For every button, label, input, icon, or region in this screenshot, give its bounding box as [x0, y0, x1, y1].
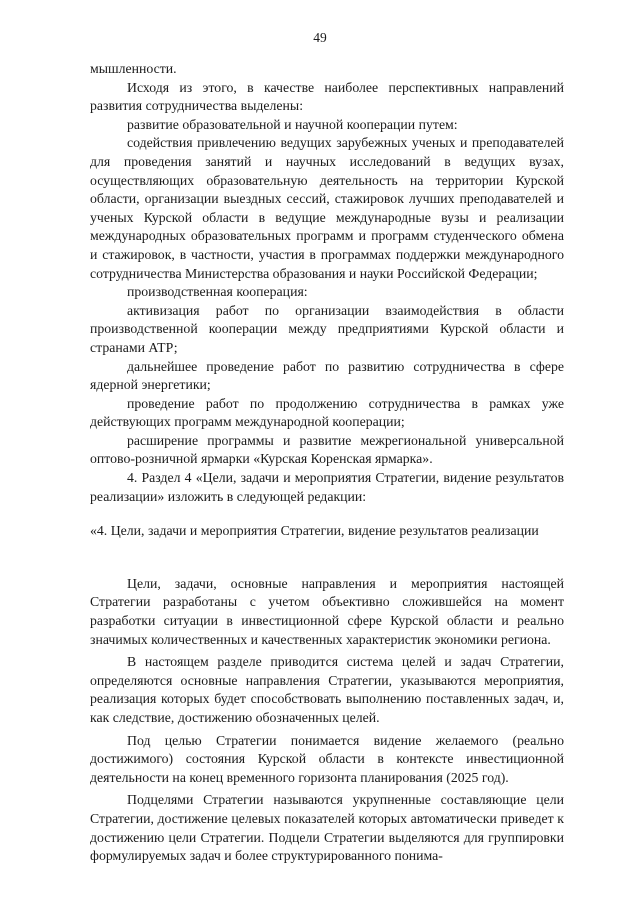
section-heading: «4. Цели, задачи и мероприятия Стратегии, видение результатов реализации: [90, 523, 539, 539]
list-item: содействия привлечению ведущих зарубежных ученых и преподавателей для проведения занятий и научных исследований в ведущих вузах, осуществляющих образовательную деятельность на территории Курской области, организации выездных сессий, стажировок лучших преподавателей и ученых Курской области в ведущие международные вузы и реализации международных образовательных программ и программ студенческого обмена и стажировок, в частности, участия в программах поддержки международного сотрудничества Министерства образования и науки Российской Федерации;: [90, 135, 564, 281]
paragraph: Под целью Стратегии понимается видение желаемого (реально достижимого) состояния Курской области в контексте инвестиционной деятельности на конец временного горизонта планирования (2025 год).: [90, 732, 564, 785]
document-body: [90, 60, 564, 866]
paragraph: Подцелями Стратегии называются укрупненные составляющие цели Стратегии, достижение целевых показателей которых автоматически приведет к достижению цели Стратегии. Подцели Стратегии выделяются для группировки формулируемых задач и более структурированного понима-: [90, 792, 564, 864]
paragraph: Исходя из этого, в качестве наиболее перспективных направлений развития сотрудничества выделены:: [90, 79, 564, 114]
list-item: дальнейшее проведение работ по развитию сотрудничества в сфере ядерной энергетики;: [90, 358, 564, 393]
list-item: развитие образовательной и научной кооперации путем:: [127, 116, 458, 132]
list-item: производственная кооперация:: [127, 284, 308, 300]
paragraph: В настоящем разделе приводится система целей и задач Стратегии, определяются основные направления Стратегии, указываются мероприятия, реализация которых будет способствовать выполнению поставленных задач, и, как следствие, достижению обозначенных целей.: [90, 654, 564, 725]
paragraph: 4. Раздел 4 «Цели, задачи и мероприятия Стратегии, видение результатов реализации» изложить в следующей редакции:: [90, 470, 564, 504]
list-item: расширение программы и развитие межрегиональной универсальной оптово-розничной ярмарки «Курская Коренская ярмарка».: [90, 432, 564, 467]
page-number: 49: [313, 30, 327, 45]
paragraph: Цели, задачи, основные направления и мероприятия настоящей Стратегии разработаны с учетом объективно сложившейся на момент разработки ситуации в инвестиционной сфере Курской области и реально значимых количественных и качественных характеристик экономики региона.: [90, 575, 564, 647]
list-item: активизация работ по организации взаимодействия в области производственной кооперации между предприятиями Курской области и странами АТР;: [90, 302, 564, 355]
paragraph: мышленности.: [90, 61, 177, 76]
list-item: проведение работ по продолжению сотрудничества в рамках уже действующих программ международной кооперации;: [90, 395, 564, 430]
